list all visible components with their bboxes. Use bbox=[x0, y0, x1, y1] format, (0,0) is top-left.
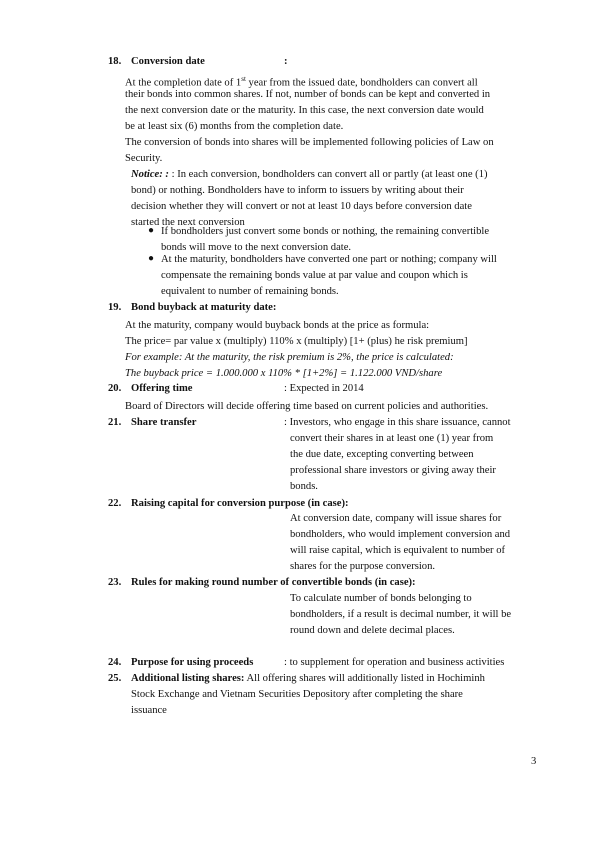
paragraph-line: At the completion date of 1st year from the issued date, bondholders can convert all bbox=[125, 75, 478, 89]
section-number: 20. bbox=[108, 383, 122, 394]
paragraph-line: their bonds into common shares. If not, number of bonds can be kept and converted in bbox=[125, 89, 491, 100]
section-number: 19. bbox=[108, 302, 122, 313]
section-number: 22. bbox=[108, 498, 122, 509]
paragraph-line: bondholders, who would implement conversion and bbox=[290, 529, 511, 540]
paragraph-line: the next conversion date or the maturity. In this case, the next conversion date would bbox=[125, 105, 484, 116]
page-number: 3 bbox=[531, 756, 537, 767]
section-number: 21. bbox=[108, 417, 122, 428]
paragraph-line: issuance bbox=[131, 705, 167, 716]
paragraph-line: professional share investors or giving away their bbox=[290, 465, 496, 476]
paragraph-line: Additional listing shares: All offering shares will additionally listed in Hochiminh bbox=[131, 673, 485, 684]
bullet-line: At the maturity, bondholders have converted one part or nothing; company will bbox=[161, 254, 497, 265]
notice-line: bond) or nothing. Bondholders have to inform to issuers by writing about their bbox=[131, 185, 464, 196]
bullet-icon: ● bbox=[148, 253, 155, 264]
notice-line: decision whether they will convert or not at least 10 days before conversion date bbox=[131, 201, 472, 212]
paragraph-line: will raise capital, which is equivalent to number of bbox=[290, 545, 506, 556]
section-title: Purpose for using proceeds bbox=[131, 657, 254, 668]
section-title: Share transfer bbox=[131, 417, 197, 428]
paragraph-line: shares for the purpose conversion. bbox=[290, 561, 436, 572]
paragraph-line: The conversion of bonds into shares will be implemented following policies of Law on bbox=[125, 137, 494, 148]
paragraph-line: round down and delete decimal places. bbox=[290, 625, 455, 636]
section-value: : Expected in 2014 bbox=[284, 383, 364, 394]
example-line: For example: At the maturity, the risk premium is 2%, the price is calculated: bbox=[125, 352, 454, 363]
section-number: 25. bbox=[108, 673, 122, 684]
section-title: Bond buyback at maturity date: bbox=[131, 302, 277, 313]
paragraph-line: the due date, excepting converting between bbox=[290, 449, 474, 460]
notice-label: Notice: : bbox=[131, 169, 169, 180]
paragraph-line: At the maturity, company would buyback bonds at the price as formula: bbox=[125, 320, 430, 331]
section-number: 24. bbox=[108, 657, 122, 668]
paragraph-line: : Investors, who engage in this share issuance, cannot bbox=[284, 417, 511, 428]
bullet-line: equivalent to number of remaining bonds. bbox=[161, 286, 339, 297]
bullet-icon: ● bbox=[148, 225, 155, 236]
bullet-line: compensate the remaining bonds value at par value and coupon which is bbox=[161, 270, 468, 281]
example-line: The buyback price = 1.000.000 x 110% * [1+2%] = 1.122.000 VND/share bbox=[125, 368, 443, 379]
paragraph-line: Board of Directors will decide offering time based on current policies and authorities. bbox=[125, 401, 489, 412]
formula-line: The price= par value x (multiply) 110% x (multiply) [1+ (plus) he risk premium] bbox=[125, 336, 468, 347]
section-title: Conversion date bbox=[131, 56, 205, 67]
paragraph-line: be at least six (6) months from the completion date. bbox=[125, 121, 344, 132]
section-title: Rules for making round number of convertible bonds (in case): bbox=[131, 577, 416, 588]
section-number: 18. bbox=[108, 56, 122, 67]
bullet-line: If bondholders just convert some bonds or nothing, the remaining convertible bbox=[161, 226, 490, 237]
section-title: Offering time bbox=[131, 383, 193, 394]
bullet-line: bonds will move to the next conversion date. bbox=[161, 242, 352, 253]
paragraph-line: At conversion date, company will issue shares for bbox=[290, 513, 502, 524]
paragraph-line: To calculate number of bonds belonging to bbox=[290, 593, 472, 604]
notice-line: started the next conversion bbox=[131, 217, 245, 228]
section-number: 23. bbox=[108, 577, 122, 588]
paragraph-line: Stock Exchange and Vietnam Securities Depository after completing the share bbox=[131, 689, 463, 700]
section-title: Raising capital for conversion purpose (in case): bbox=[131, 498, 349, 509]
paragraph-line: bondholders, if a result is decimal number, it will be bbox=[290, 609, 512, 620]
paragraph-line: Security. bbox=[125, 153, 163, 164]
notice-line: Notice: : : In each conversion, bondholders can convert all or partly (at least one (1) bbox=[131, 169, 488, 180]
section-colon: : bbox=[284, 56, 288, 67]
paragraph-line: bonds. bbox=[290, 481, 318, 492]
section-value: : to supplement for operation and business activities bbox=[284, 657, 505, 668]
section-title: Additional listing shares: bbox=[131, 673, 245, 684]
paragraph-line: convert their shares in at least one (1) year from bbox=[290, 433, 494, 444]
